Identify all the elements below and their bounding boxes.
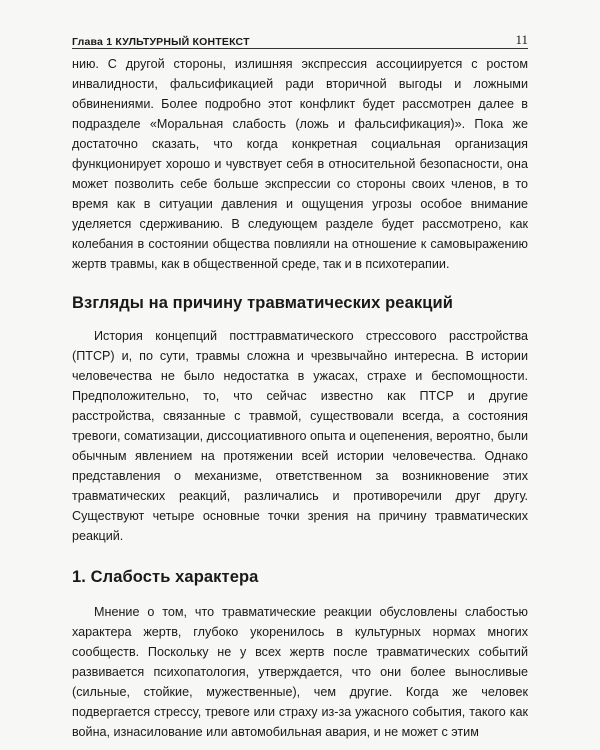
page-body — [72, 54, 528, 742]
page-number: 11 — [515, 32, 528, 47]
header-rule — [72, 48, 528, 49]
chapter-title: Глава 1 КУЛЬТУРНЫЙ КОНТЕКСТ — [72, 36, 250, 48]
paragraph-weakness: Мнение о том, что травматические реакции обусловлены слабостью характера жертв, глубоко укоренилось в культурных нормах многих сообществ. Поскольку не у всех жертв после травматических событий развивается психопатология, утверждается, что они более выносливые (сильные, стойкие, мужественные), чем другие. Когда же человек подвергается стрессу, тревоге или страху из-за ужасного события, такого как война, изнасилование или автомобильная авария, и не может с этим — [72, 605, 528, 739]
running-header — [72, 26, 528, 48]
paragraph-continuation: нию. С другой стороны, излишняя экспрессия ассоциируется с ростом инвалидности, фальсификацией ради вторичной выгоды и ложными обвинениями. Более подробно этот конфликт будет рассмотрен далее в подразделе «Моральная слабость (ложь и фальсификация)». Пока же достаточно сказать, что когда конкретная социальная организация функционирует хорошо и чувствует себя в относительной безопасности, она может позволить себе больше экспрессии со стороны своих членов, в то время как в ситуации давления и ощущения угрозы особое внимание уделяется сдерживанию. В следующем разделе будет рассмотрено, как колебания в состоянии общества повлияли на отношение к самовыражению жертв травмы, как в общественной среде, так и в психотерапии. — [72, 57, 528, 271]
section-heading: Взгляды на причину травматических реакций — [72, 294, 453, 312]
paragraph-history: История концепций посттравматического стрессового расстройства (ПТСР) и, по сути, травмы сложна и чрезвычайно интересна. В истории человечества не было недостатка в ужасах, страхе и беспомощности. Предположительно, то, что сейчас известно как ПТСР и другие расстройства, связанные с травмой, существовали всегда, а состояния тревоги, соматизации, диссоциативного опыта и оцепенения, вероятно, были обычным явлением на протяжении всей истории человечества. Однако представления о механизме, ответственном за возникновение этих травматических реакций, различались и противоречили друг другу. Существуют четыре основные точки зрения на причину травматических реакций. — [72, 329, 528, 543]
subsection-heading: 1. Слабость характера — [72, 568, 259, 586]
